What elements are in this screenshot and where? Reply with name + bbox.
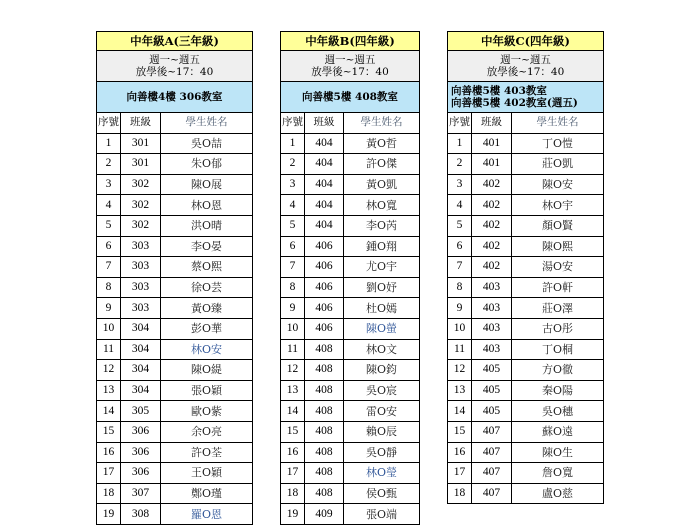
table-row (281, 360, 420, 381)
class-header: 班級 (121, 113, 161, 134)
table-row (97, 483, 253, 504)
row-class: 302 (121, 174, 161, 195)
group-c-table (447, 31, 604, 504)
row-number: 16 (448, 442, 472, 463)
table-row (97, 401, 253, 422)
row-student-name: 黃O凱 (344, 174, 420, 195)
row-class: 404 (305, 154, 344, 175)
row-number: 18 (281, 483, 305, 504)
row-number: 4 (448, 195, 472, 216)
row-number: 9 (448, 298, 472, 319)
row-number: 9 (97, 298, 121, 319)
table-row (281, 154, 420, 175)
row-class: 301 (121, 154, 161, 175)
row-number: 5 (448, 215, 472, 236)
row-number: 7 (97, 257, 121, 278)
row-class: 406 (305, 236, 344, 257)
row-student-name: 尤O宇 (344, 257, 420, 278)
row-student-name: 張O穎 (161, 380, 253, 401)
group-title-row (281, 32, 420, 51)
row-number: 6 (281, 236, 305, 257)
row-class: 402 (472, 257, 512, 278)
row-number: 10 (97, 318, 121, 339)
table-row (281, 504, 420, 525)
row-class: 307 (121, 483, 161, 504)
row-class: 306 (121, 442, 161, 463)
row-class: 406 (305, 318, 344, 339)
group-c-table-container (447, 31, 604, 504)
row-student-name: 許O軒 (512, 277, 604, 298)
row-class: 305 (121, 401, 161, 422)
table-row (448, 339, 604, 360)
group-b-table (280, 31, 420, 525)
row-class: 408 (305, 483, 344, 504)
row-student-name: 余O亮 (161, 421, 253, 442)
row-number: 19 (97, 504, 121, 525)
class-header: 班級 (472, 113, 512, 134)
table-row (448, 401, 604, 422)
row-student-name: 林O文 (344, 339, 420, 360)
row-student-name: 李O芮 (344, 215, 420, 236)
row-class: 405 (472, 360, 512, 381)
row-class: 405 (472, 401, 512, 422)
row-class: 408 (305, 463, 344, 484)
row-class: 408 (305, 380, 344, 401)
row-class: 402 (472, 236, 512, 257)
number-header: 序號 (281, 113, 305, 134)
row-class: 303 (121, 257, 161, 278)
group-title-row (97, 32, 253, 51)
table-row (281, 195, 420, 216)
row-student-name: 吳O穗 (512, 401, 604, 422)
row-class: 403 (472, 277, 512, 298)
schedule-row (448, 51, 604, 82)
row-student-name: 陳O螢 (344, 318, 420, 339)
row-number: 12 (448, 360, 472, 381)
room-row (97, 82, 253, 113)
table-row (281, 257, 420, 278)
row-number: 16 (97, 442, 121, 463)
table-row (448, 298, 604, 319)
row-number: 8 (97, 277, 121, 298)
table-row (281, 483, 420, 504)
row-number: 4 (281, 195, 305, 216)
table-row (448, 442, 604, 463)
row-student-name: 秦O陽 (512, 380, 604, 401)
row-class: 405 (472, 380, 512, 401)
table-row (97, 318, 253, 339)
room-cell (281, 82, 420, 113)
header-row (281, 113, 420, 134)
row-number: 7 (281, 257, 305, 278)
row-student-name: 丁O桐 (512, 339, 604, 360)
group-a-body (97, 32, 253, 525)
row-student-name: 林O瑩 (344, 463, 420, 484)
table-row (448, 257, 604, 278)
group-c-body (448, 32, 604, 504)
table-row (281, 277, 420, 298)
row-student-name: 古O彤 (512, 318, 604, 339)
schedule-cell (281, 51, 420, 82)
header-row (97, 113, 253, 134)
row-class: 409 (305, 504, 344, 525)
row-number: 13 (97, 380, 121, 401)
row-class: 407 (472, 463, 512, 484)
row-student-name: 盧O慈 (512, 483, 604, 504)
table-row (448, 463, 604, 484)
row-student-name: 侯O甄 (344, 483, 420, 504)
schedule-time: 放學後~17：40 (486, 66, 565, 78)
row-student-name: 莊O澤 (512, 298, 604, 319)
row-number: 19 (281, 504, 305, 525)
row-class: 403 (472, 298, 512, 319)
row-student-name: 朱O郁 (161, 154, 253, 175)
row-number: 3 (448, 174, 472, 195)
row-student-name: 詹O寬 (512, 463, 604, 484)
row-number: 14 (97, 401, 121, 422)
row-student-name: 黃O哲 (344, 133, 420, 154)
row-number: 5 (281, 215, 305, 236)
row-student-name: 許O荃 (161, 442, 253, 463)
row-student-name: 蘇O遠 (512, 421, 604, 442)
table-row (97, 236, 253, 257)
schedule-cell (97, 51, 253, 82)
row-class: 406 (305, 298, 344, 319)
row-student-name: 李O晏 (161, 236, 253, 257)
row-class: 403 (472, 318, 512, 339)
schedule-days: 週一~週五 (500, 53, 551, 66)
row-number: 8 (281, 277, 305, 298)
row-student-name: 林O宇 (512, 195, 604, 216)
number-header: 序號 (97, 113, 121, 134)
row-number: 8 (448, 277, 472, 298)
room-row (448, 82, 604, 113)
row-class: 303 (121, 298, 161, 319)
row-number: 13 (281, 380, 305, 401)
table-row (281, 318, 420, 339)
row-number: 3 (97, 174, 121, 195)
table-row (448, 421, 604, 442)
table-row (97, 215, 253, 236)
row-class: 401 (472, 133, 512, 154)
row-number: 6 (448, 236, 472, 257)
table-row (97, 380, 253, 401)
row-student-name: 陳O熙 (512, 236, 604, 257)
row-number: 15 (97, 421, 121, 442)
row-student-name: 羅O恩 (161, 504, 253, 525)
table-row (448, 380, 604, 401)
table-row (448, 360, 604, 381)
row-student-name: 杜O嫣 (344, 298, 420, 319)
group-title: 中年級C(四年級) (448, 32, 604, 51)
row-student-name: 林O安 (161, 339, 253, 360)
row-number: 4 (97, 195, 121, 216)
row-class: 306 (121, 463, 161, 484)
table-row (448, 215, 604, 236)
schedule-row (97, 51, 253, 82)
group-title-row (448, 32, 604, 51)
row-class: 303 (121, 236, 161, 257)
table-row (281, 442, 420, 463)
row-class: 404 (305, 215, 344, 236)
row-class: 404 (305, 195, 344, 216)
row-number: 1 (281, 133, 305, 154)
row-class: 407 (472, 483, 512, 504)
table-row (281, 215, 420, 236)
row-class: 306 (121, 421, 161, 442)
row-student-name: 王O穎 (161, 463, 253, 484)
table-row (97, 257, 253, 278)
room-cell (448, 82, 604, 113)
row-number: 17 (281, 463, 305, 484)
row-student-name: 鄭O瑾 (161, 483, 253, 504)
room-location: 向善樓4樓 306教室 (126, 90, 223, 103)
row-number: 6 (97, 236, 121, 257)
table-row (448, 483, 604, 504)
row-number: 5 (97, 215, 121, 236)
table-row (97, 154, 253, 175)
row-student-name: 陳O緹 (161, 360, 253, 381)
row-number: 13 (448, 380, 472, 401)
schedule-row (281, 51, 420, 82)
row-student-name: 丁O愷 (512, 133, 604, 154)
table-row (281, 421, 420, 442)
table-row (281, 339, 420, 360)
row-number: 11 (281, 339, 305, 360)
group-title: 中年級A(三年級) (97, 32, 253, 51)
row-class: 407 (472, 442, 512, 463)
row-number: 16 (281, 442, 305, 463)
name-header: 學生姓名 (344, 113, 420, 134)
row-number: 10 (448, 318, 472, 339)
row-class: 402 (472, 195, 512, 216)
row-number: 14 (281, 401, 305, 422)
row-class: 408 (305, 421, 344, 442)
row-number: 15 (281, 421, 305, 442)
row-student-name: 陳O鈞 (344, 360, 420, 381)
row-student-name: 林O寬 (344, 195, 420, 216)
row-student-name: 吳O喆 (161, 133, 253, 154)
number-header: 序號 (448, 113, 472, 134)
row-student-name: 陳O展 (161, 174, 253, 195)
row-number: 1 (448, 133, 472, 154)
row-number: 2 (448, 154, 472, 175)
row-class: 406 (305, 277, 344, 298)
row-class: 408 (305, 401, 344, 422)
row-number: 2 (97, 154, 121, 175)
row-number: 9 (281, 298, 305, 319)
row-student-name: 洪O晴 (161, 215, 253, 236)
row-number: 17 (97, 463, 121, 484)
row-class: 301 (121, 133, 161, 154)
table-row (281, 401, 420, 422)
room-location: 向善樓5樓 403教室 (451, 84, 547, 97)
table-row (448, 154, 604, 175)
row-student-name: 湯O安 (512, 257, 604, 278)
row-student-name: 蔡O熙 (161, 257, 253, 278)
table-row (281, 174, 420, 195)
row-student-name: 顏O賢 (512, 215, 604, 236)
row-class: 403 (472, 339, 512, 360)
row-student-name: 彭O華 (161, 318, 253, 339)
row-student-name: 雷O安 (344, 401, 420, 422)
table-row (448, 195, 604, 216)
table-row (97, 133, 253, 154)
row-student-name: 歐O紫 (161, 401, 253, 422)
row-class: 408 (305, 442, 344, 463)
table-row (448, 133, 604, 154)
table-row (97, 174, 253, 195)
row-class: 401 (472, 154, 512, 175)
group-a-table (96, 31, 253, 525)
row-class: 402 (472, 215, 512, 236)
schedule-days: 週一~週五 (149, 53, 200, 66)
table-row (97, 360, 253, 381)
room-cell (97, 82, 253, 113)
row-number: 11 (97, 339, 121, 360)
row-class: 408 (305, 360, 344, 381)
table-row (448, 318, 604, 339)
row-class: 302 (121, 215, 161, 236)
table-row (97, 421, 253, 442)
row-class: 402 (472, 174, 512, 195)
table-row (281, 380, 420, 401)
row-student-name: 劉O妤 (344, 277, 420, 298)
table-row (281, 463, 420, 484)
name-header: 學生姓名 (512, 113, 604, 134)
row-number: 3 (281, 174, 305, 195)
row-number: 12 (97, 360, 121, 381)
group-b-table-container (280, 31, 420, 525)
row-number: 11 (448, 339, 472, 360)
row-student-name: 鍾O翔 (344, 236, 420, 257)
row-student-name: 陳O生 (512, 442, 604, 463)
schedule-days: 週一~週五 (324, 53, 376, 66)
row-class: 408 (305, 339, 344, 360)
row-number: 17 (448, 463, 472, 484)
table-row (97, 277, 253, 298)
row-student-name: 黃O臻 (161, 298, 253, 319)
table-row (281, 298, 420, 319)
row-number: 2 (281, 154, 305, 175)
table-row (448, 174, 604, 195)
schedule-cell (448, 51, 604, 82)
header-row (448, 113, 604, 134)
row-class: 404 (305, 174, 344, 195)
row-class: 308 (121, 504, 161, 525)
row-number: 14 (448, 401, 472, 422)
row-number: 7 (448, 257, 472, 278)
schedule-time: 放學後~17：40 (311, 66, 389, 78)
room-row (281, 82, 420, 113)
table-row (97, 463, 253, 484)
row-class: 302 (121, 195, 161, 216)
row-class: 406 (305, 257, 344, 278)
row-class: 304 (121, 360, 161, 381)
row-class: 304 (121, 318, 161, 339)
row-student-name: 陳O安 (512, 174, 604, 195)
row-student-name: 張O端 (344, 504, 420, 525)
row-number: 18 (448, 483, 472, 504)
group-a-table-container (96, 31, 253, 525)
row-number: 18 (97, 483, 121, 504)
room-location: 向善樓5樓 402教室(週五) (451, 97, 578, 109)
row-class: 304 (121, 380, 161, 401)
table-row (97, 298, 253, 319)
table-row (97, 442, 253, 463)
table-row (97, 339, 253, 360)
name-header: 學生姓名 (161, 113, 253, 134)
class-header: 班級 (305, 113, 344, 134)
table-row (281, 236, 420, 257)
row-student-name: 方O徹 (512, 360, 604, 381)
table-row (97, 195, 253, 216)
row-number: 10 (281, 318, 305, 339)
row-number: 12 (281, 360, 305, 381)
room-location: 向善樓5樓 408教室 (302, 90, 398, 103)
row-number: 1 (97, 133, 121, 154)
group-b-body (281, 32, 420, 525)
row-student-name: 吳O靜 (344, 442, 420, 463)
schedule-time: 放學後~17：40 (135, 66, 214, 78)
table-row (448, 236, 604, 257)
row-class: 407 (472, 421, 512, 442)
row-class: 304 (121, 339, 161, 360)
row-student-name: 吳O宸 (344, 380, 420, 401)
row-student-name: 林O恩 (161, 195, 253, 216)
row-student-name: 賴O辰 (344, 421, 420, 442)
row-number: 15 (448, 421, 472, 442)
row-student-name: 莊O凱 (512, 154, 604, 175)
table-row (281, 133, 420, 154)
row-class: 404 (305, 133, 344, 154)
group-title: 中年級B(四年級) (281, 32, 420, 51)
row-student-name: 許O傑 (344, 154, 420, 175)
table-row (448, 277, 604, 298)
row-class: 303 (121, 277, 161, 298)
row-student-name: 徐O芸 (161, 277, 253, 298)
table-row (97, 504, 253, 525)
